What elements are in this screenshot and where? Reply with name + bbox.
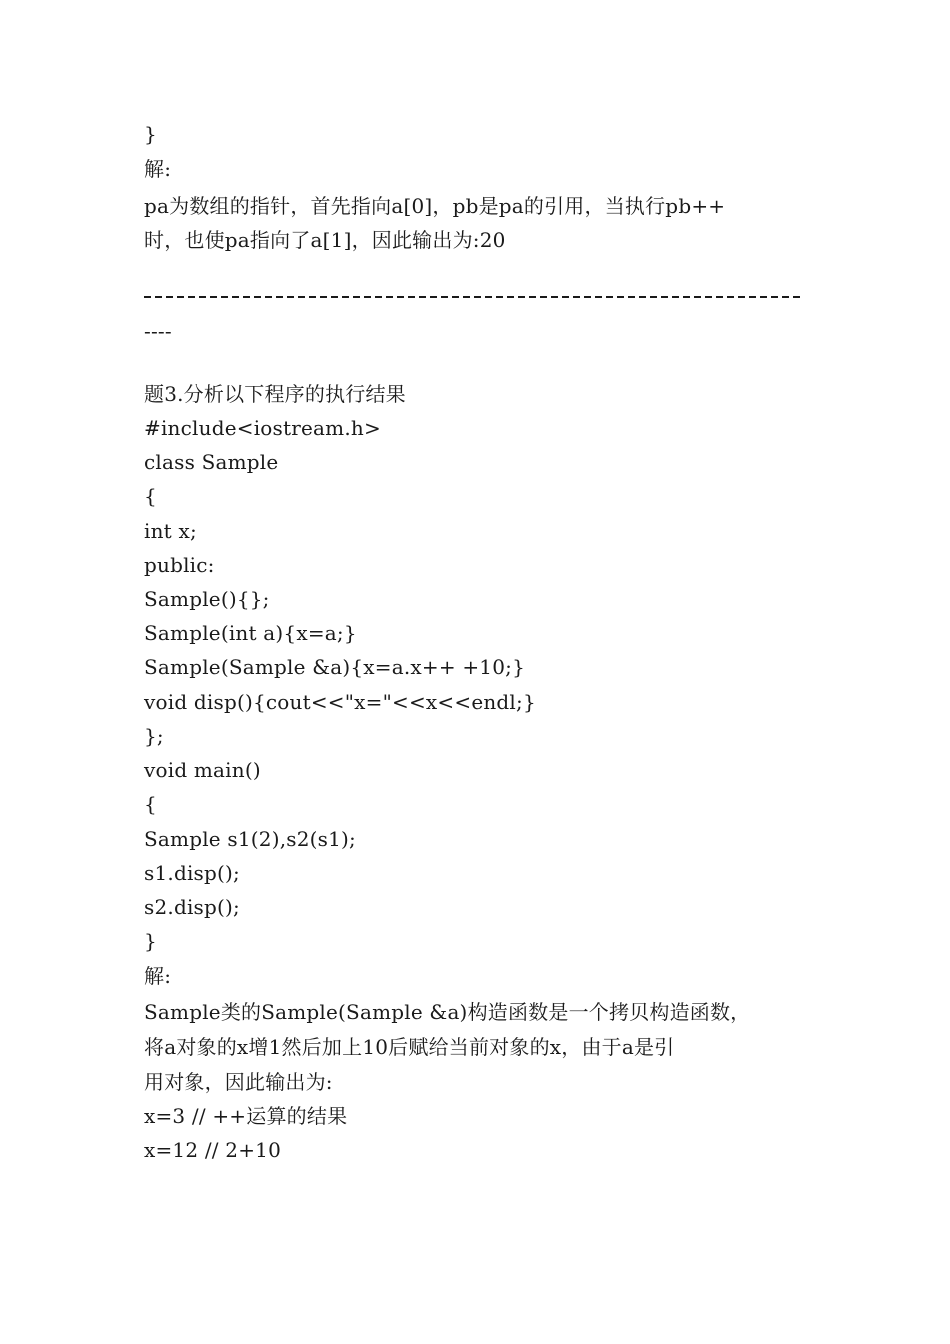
explanation-line: pa为数组的指针，首先指向a[0]，pb是pa的引用，当执行pb++ [144,194,726,218]
code-line: { [144,792,157,816]
question-title: 题3.分析以下程序的执行结果 [144,382,406,406]
explanation-line: 时，也使pa指向了a[1]，因此输出为:20 [144,228,506,252]
code-line: Sample(int a){x=a;} [144,621,357,645]
code-line: int x; [144,519,197,543]
answer-label: 解: [144,157,172,181]
code-line: s2.disp(); [144,895,240,919]
code-line: s1.disp(); [144,861,240,885]
explanation-line: Sample类的Sample(Sample &a)构造函数是一个拷贝构造函数， [144,1000,751,1024]
code-line: #include<iostream.h> [144,416,381,440]
output-line: x=3 // ++运算的结果 [144,1104,348,1128]
code-line: { [144,484,157,508]
code-line: Sample s1(2),s2(s1); [144,827,356,851]
dashed-separator [144,296,804,298]
code-line: } [144,929,157,953]
explanation-line: 将a对象的x增1然后加上10后赋给当前对象的x，由于a是引 [144,1035,675,1059]
code-line: public: [144,553,215,577]
separator-tail: ---- [144,319,172,343]
output-line: x=12 // 2+10 [144,1138,282,1162]
code-line: }; [144,724,164,748]
explanation-line: 用对象，因此输出为: [144,1070,333,1094]
closing-brace: } [144,122,157,146]
answer-label: 解: [144,964,172,988]
code-line: void disp(){cout<<"x="<<x<<endl;} [144,690,536,714]
code-line: class Sample [144,450,279,474]
code-line: void main() [144,758,261,782]
code-line: Sample(Sample &a){x=a.x++ +10;} [144,655,526,679]
code-line: Sample(){}; [144,587,270,611]
